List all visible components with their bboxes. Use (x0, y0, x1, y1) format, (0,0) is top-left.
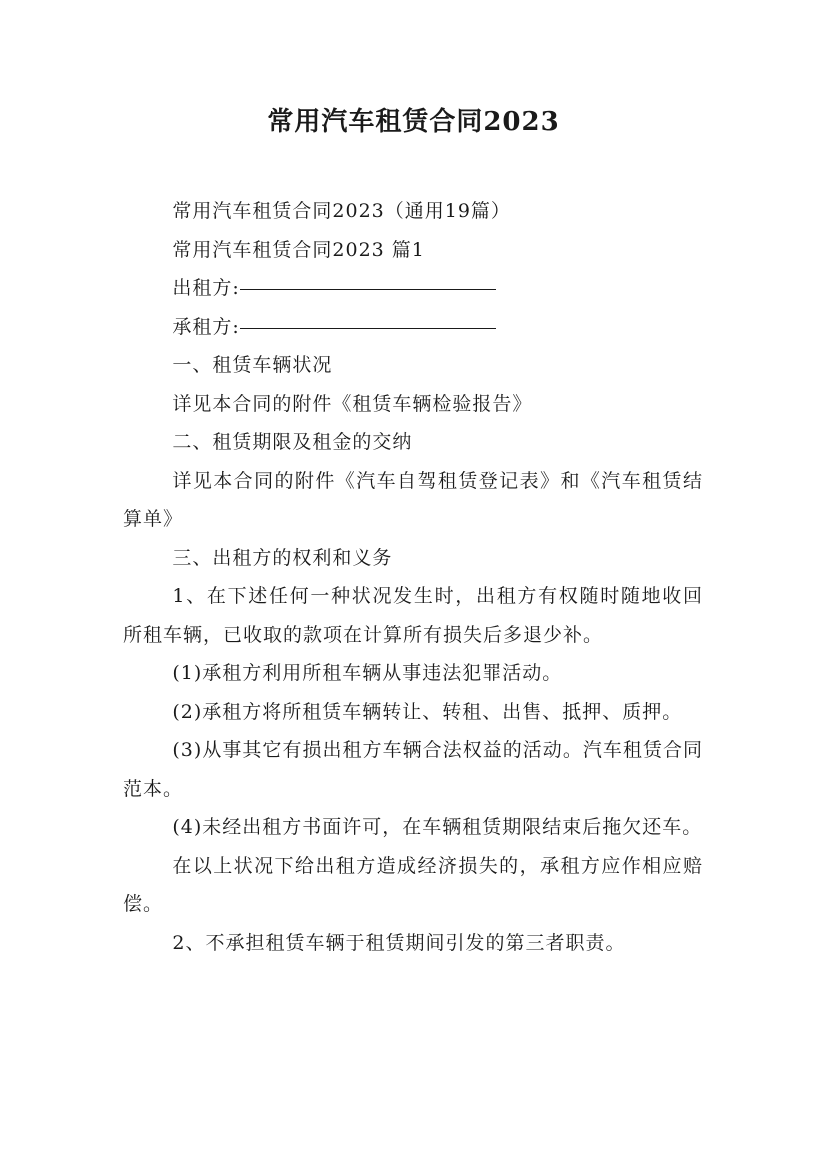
paragraph: 二、租赁期限及租金的交纳 (172, 431, 413, 453)
lessee-blank (240, 327, 496, 329)
lessor-label: 出租方: (172, 277, 240, 299)
paragraph: 一、租赁车辆状况 (172, 354, 333, 376)
paragraph: (1)承租方利用所租车辆从事违法犯罪活动。 (172, 662, 563, 684)
paragraph: (3)从事其它有损出租方车辆合法权益的活动。汽车租赁合同范本。 (123, 739, 703, 800)
lessor-blank (240, 288, 496, 290)
document-body (123, 192, 703, 962)
paragraph: (4)未经出租方书面许可，在车辆租赁期限结束后拖欠还车。 (172, 816, 703, 838)
paragraph: (2)承租方将所租赁车辆转让、转租、出售、抵押、质押。 (172, 700, 683, 723)
subtitle: 常用汽车租赁合同2023（通用19篇） (172, 200, 511, 222)
paragraph: 详见本合同的附件《汽车自驾租赁登记表》和《汽车租赁结算单》 (123, 469, 703, 530)
paragraph: 三、出租方的权利和义务 (172, 546, 393, 569)
paragraph: 1、在下述任何一种状况发生时，出租方有权随时随地收回所租车辆，已收取的款项在计算所有损失后多退少补。 (123, 585, 703, 646)
document-title: 常用汽车租赁合同2023 (267, 107, 560, 137)
paragraph: 详见本合同的附件《租赁车辆检验报告》 (172, 392, 533, 415)
lessor-line (123, 269, 703, 308)
paragraph: 2、不承担租赁车辆于租赁期间引发的第三者职责。 (172, 931, 626, 954)
lessee-label: 承租方: (172, 315, 240, 338)
paragraph: 在以上状况下给出租方造成经济损失的，承租方应作相应赔偿。 (123, 854, 703, 915)
lessee-line (123, 308, 703, 347)
section-heading: 常用汽车租赁合同2023 篇1 (172, 238, 425, 261)
